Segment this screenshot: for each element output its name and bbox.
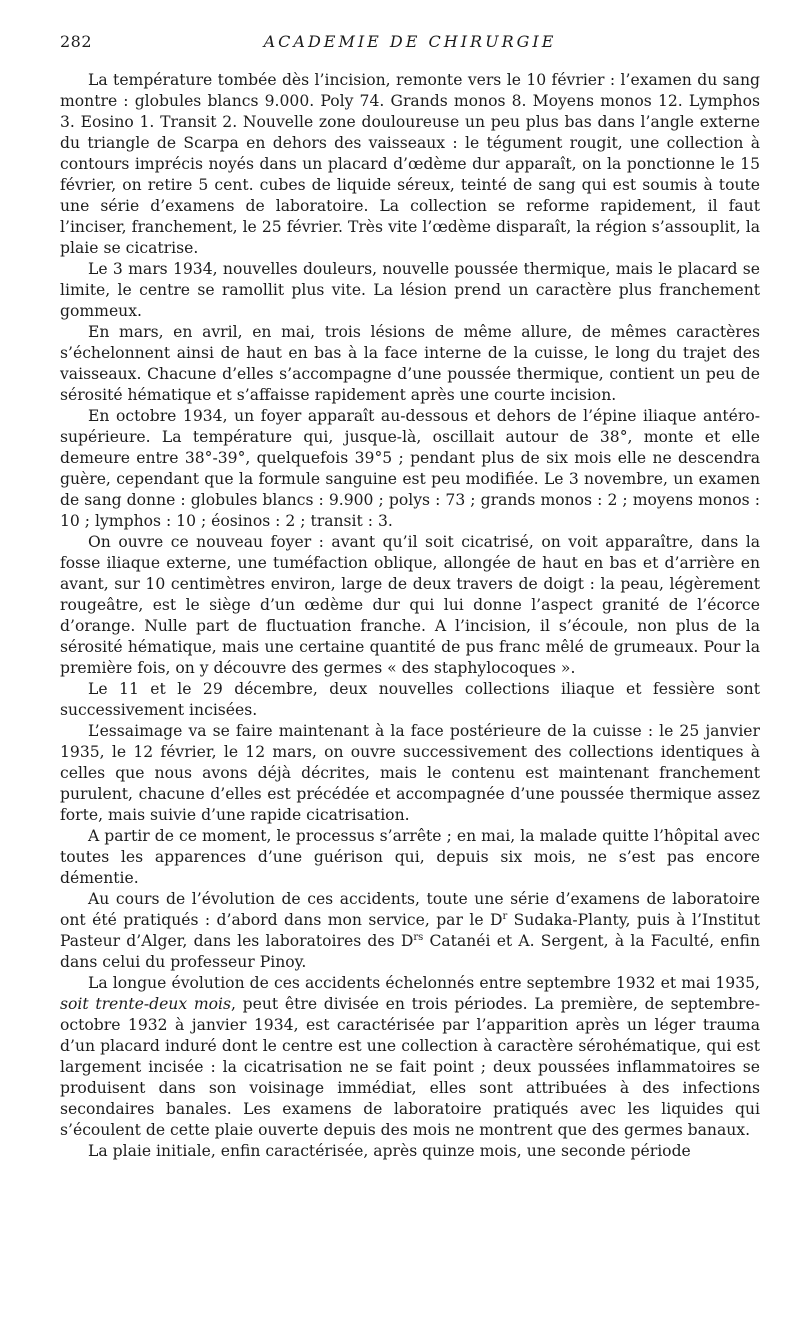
- paragraph: Le 3 mars 1934, nouvelles douleurs, nouvelle poussée thermique, mais le placard se limite, le centre se ramollit plus vite. La lésion prend un caractère plus franchement gommeux.: [60, 260, 760, 320]
- text-run: Au cours de l’évolution de ces accidents, toute une série d’examens de laboratoire ont été pratiqués : d’abord dans mon service, par le D: [60, 890, 760, 929]
- paragraph: On ouvre ce nouveau foyer : avant qu’il soit cicatrisé, on voit apparaître, dans la fosse iliaque externe, une tuméfaction oblique, allongée de haut en bas et d’arrière en avant, sur 10 centimètres environ, large de deux travers de doigt : la peau, légèrement rougeâtre, est le siège d’un œdème dur qui lui donne l’aspect granité de l’écorce d’orange. Nulle part de fluctuation franche. A l’incision, il s’écoule, non plus de la sérosité hématique, mais une certaine quantité de pus franc mêlé de grumeaux. Pour la première fois, on y découvre des germes « des staphylocoques ».: [60, 533, 760, 677]
- page-number: 282: [60, 32, 93, 51]
- paragraph: En octobre 1934, un foyer apparaît au-dessous et dehors de l’épine iliaque antéro-supérieure. La température qui, jusque-là, oscillait autour de 38°, monte et elle demeure entre 38°-39°, quelquefois 39°5 ; pendant plus de six mois elle ne descendra guère, cependant que la formule sanguine est peu modifiée. Le 3 novembre, un examen de sang donne : globules blancs : 9.900 ; polys : 73 ; grands monos : 2 ; moyens monos : 10 ; lymphos : 10 ; éosinos : 2 ; transit : 3.: [60, 407, 760, 530]
- text-run: Catanéi et A. Sergent, à la Faculté, enfin dans celui du professeur Pinoy.: [60, 932, 760, 971]
- paragraph: En mars, en avril, en mai, trois lésions de même allure, de mêmes caractères s’échelonnent ainsi de haut en bas à la face interne de la cuisse, le long du trajet des vaisseaux. Chacune d’elles s’accompagne d’une poussée thermique, contient un peu de sérosité hématique et s’affaisse rapidement après une courte incision.: [60, 323, 760, 404]
- paragraph: L’essaimage va se faire maintenant à la face postérieure de la cuisse : le 25 janvier 1935, le 12 février, le 12 mars, on ouvre successivement des collections identiques à celles que nous avons déjà décrites, mais le contenu est maintenant franchement purulent, chacune d’elles est précédée et accompagnée d’une poussée thermique assez forte, mais suivie d’une rapide cicatrisation.: [60, 722, 760, 824]
- text-run: Sudaka-Planty, puis à l’Institut Pasteur d’Alger, dans les laboratoires des D: [60, 911, 760, 950]
- paragraph-evolution: [60, 973, 760, 1141]
- running-title: ACADEMIE DE CHIRURGIE: [263, 32, 557, 51]
- body-text: [60, 70, 760, 1162]
- paragraph: La température tombée dès l’incision, remonte vers le 10 février : l’examen du sang montre : globules blancs 9.000. Poly 74. Grands monos 8. Moyens monos 12. Lymphos 3. Eosino 1. Transit 2. Nouvelle zone douloureuse un peu plus bas dans l’angle externe du triangle de Scarpa en dehors des vaisseaux : le tégument rougit, une collection à contours imprécis noyés dans un placard d’œdème dur apparaît, on la ponctionne le 15 février, on retire 5 cent. cubes de liquide séreux, teinté de sang qui est soumis à toute une série d’examens de laboratoire. La collection se reforme rapidement, il faut l’inciser, franchement, le 25 février. Très vite l’œdème disparaît, la région s’assouplit, la plaie se cicatrise.: [60, 71, 760, 257]
- italic-text: soit trente-deux mois: [60, 995, 232, 1013]
- superscript: r: [502, 910, 508, 922]
- page-header: [60, 26, 760, 56]
- text-run: La longue évolution de ces accidents échelonnés entre septembre 1932 et mai 1935,: [88, 974, 760, 992]
- paragraph: Le 11 et le 29 décembre, deux nouvelles collections iliaque et fessière sont successivement incisées.: [60, 680, 760, 719]
- page: [60, 26, 760, 1162]
- text-run: , peut être divisée en trois périodes. La première, de septembre-octobre 1932 à janvier 1934, est caractérisée par l’apparition après un léger trauma d’un placard induré dont le centre est une collection à caractère sérohématique, qui est largement incisée : la cicatrisation ne se fait point ; deux poussées inflammatoires se produisent dans son voisinage immédiat, elles sont attribuées à des infections secondaires banales. Les examens de laboratoire pratiqués avec les liquides qui s’écoulent de cette plaie ouverte depuis des mois ne montrent que des germes banaux.: [60, 995, 761, 1139]
- superscript: rs: [413, 931, 424, 943]
- paragraph-laboratory: [60, 889, 760, 973]
- paragraph: A partir de ce moment, le processus s’arrête ; en mai, la malade quitte l’hôpital avec toutes les apparences d’une guérison qui, depuis six mois, ne s’est pas encore démentie.: [60, 827, 760, 887]
- paragraph: La plaie initiale, enfin caractérisée, après quinze mois, une seconde période: [88, 1142, 691, 1160]
